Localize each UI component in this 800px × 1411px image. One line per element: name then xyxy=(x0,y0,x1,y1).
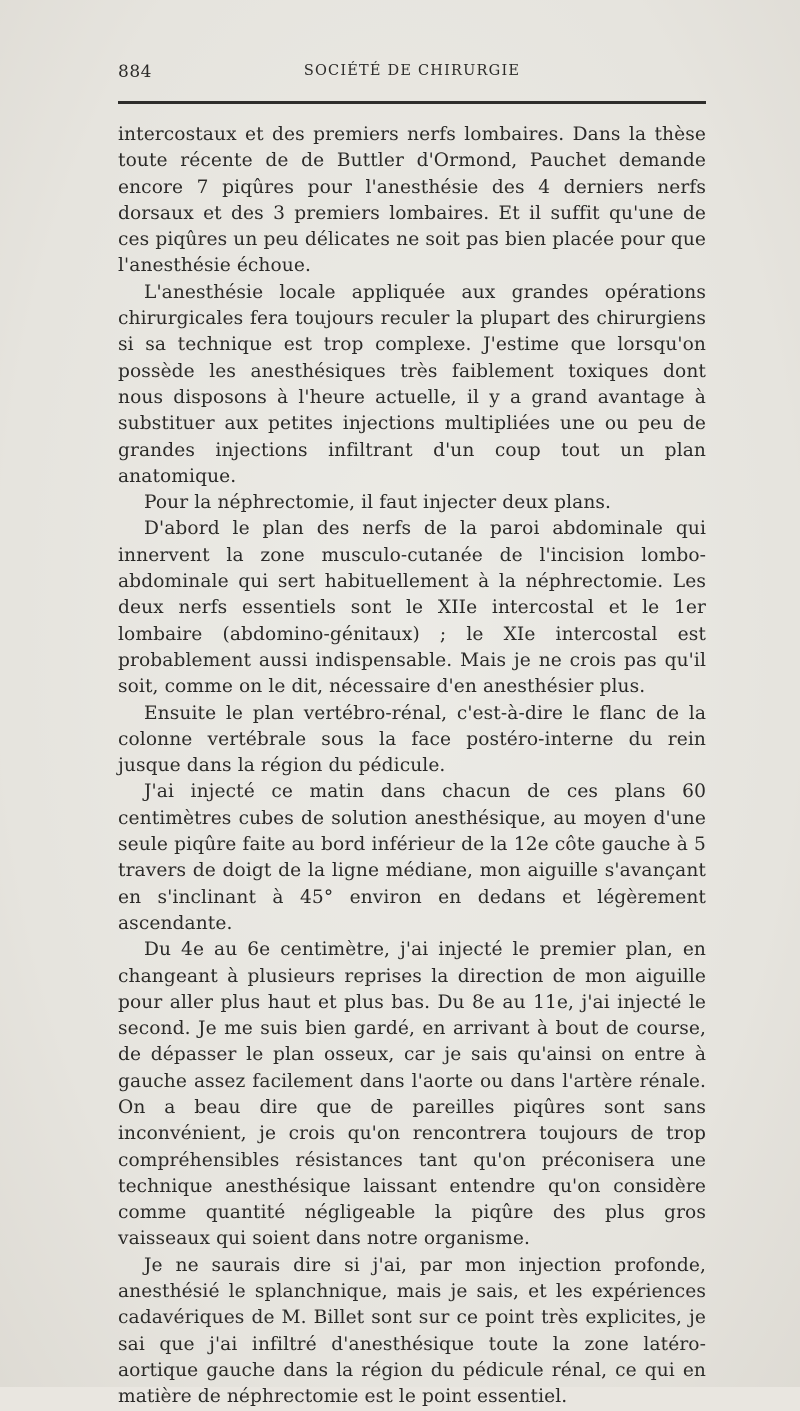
page-number: 884 xyxy=(118,62,152,82)
paragraph: Du 4e au 6e centimètre, j'ai injecté le premier plan, en changeant à plusieurs reprises la direction de mon aiguille pour aller plus haut et plus bas. Du 8e au 11e, j'ai injecté le second. Je me suis bien gardé, en arrivant à bout de course, de dépasser le plan osseux, car je sais qu'ainsi on entre à gauche assez facilement dans l'aorte ou dans l'artère rénale. On a beau dire que de pareilles piqûres sont sans inconvénient, je crois qu'on rencontrera toujours de trop compréhensibles résistances tant qu'on préconisera une technique anesthésique laissant entendre qu'on considère comme quantité négligeable la piqûre des plus gros vaisseaux qui soient dans notre organisme. xyxy=(118,939,706,1250)
paragraph: Je ne saurais dire si j'ai, par mon injection profonde, anesthésié le splanchnique, mais je sais, et les expériences cadavériques de M. Billet sont sur ce point très explicites, je sai que j'ai infiltré d'anesthésique toute la zone latéro-aortique gauche dans la région du pédicule rénal, ce qui en matière de néphrectomie est le point essentiel. xyxy=(118,1254,706,1408)
paragraph: Pour la néphrectomie, il faut injecter deux plans. xyxy=(144,492,612,514)
paragraph: J'ai injecté ce matin dans chacun de ces plans 60 centimètres cubes de solution anesthésique, au moyen d'une seule piqûre faite au bord inférieur de la 12e côte gauche à 5 travers de doigt de la ligne médiane, mon aiguille s'avançant en s'inclinant à 45° environ en dedans et légèrement ascendante. xyxy=(118,781,706,934)
paragraph: L'anesthésie locale appliquée aux grandes opérations chirurgicales fera toujours reculer la plupart des chirurgiens si sa technique est trop complexe. J'estime que lorsqu'on possède les anesthésiques très faiblement toxiques dont nous disposons à l'heure actuelle, il y a grand avantage à substituer aux petites injections multipliées une ou peu de grandes injections infiltrant d'un coup tout un plan anatomique. xyxy=(118,281,706,487)
running-head: SOCIÉTÉ DE CHIRURGIE xyxy=(303,63,521,79)
header-rule xyxy=(118,101,706,104)
body-text xyxy=(118,122,706,1411)
paragraph: D'abord le plan des nerfs de la paroi abdominale qui innervent la zone musculo-cutanée de l'incision lombo-abdominale qui sert habituellement à la néphrectomie. Les deux nerfs essentiels sont le XIIe intercostal et le 1er lombaire (abdomino-génitaux) ; le XIe intercostal est probablement aussi indispensable. Mais je ne crois pas qu'il soit, comme on le dit, nécessaire d'en anesthésier plus. xyxy=(118,518,706,698)
paragraph: Ensuite le plan vertébro-rénal, c'est-à-dire le flanc de la colonne vertébrale sous la face postéro-interne du rein jusque dans la région du pédicule. xyxy=(118,702,706,777)
paragraph-continuation: intercostaux et des premiers nerfs lombaires. Dans la thèse toute récente de de Buttler d'Ormond, Pauchet demande encore 7 piqûres pour l'anesthésie des 4 derniers nerfs dorsaux et des 3 premiers lombaires. Et il suffit qu'une de ces piqûres un peu délicates ne soit pas bien placée pour que l'anesthésie échoue. xyxy=(118,124,706,277)
page-header xyxy=(118,62,706,88)
